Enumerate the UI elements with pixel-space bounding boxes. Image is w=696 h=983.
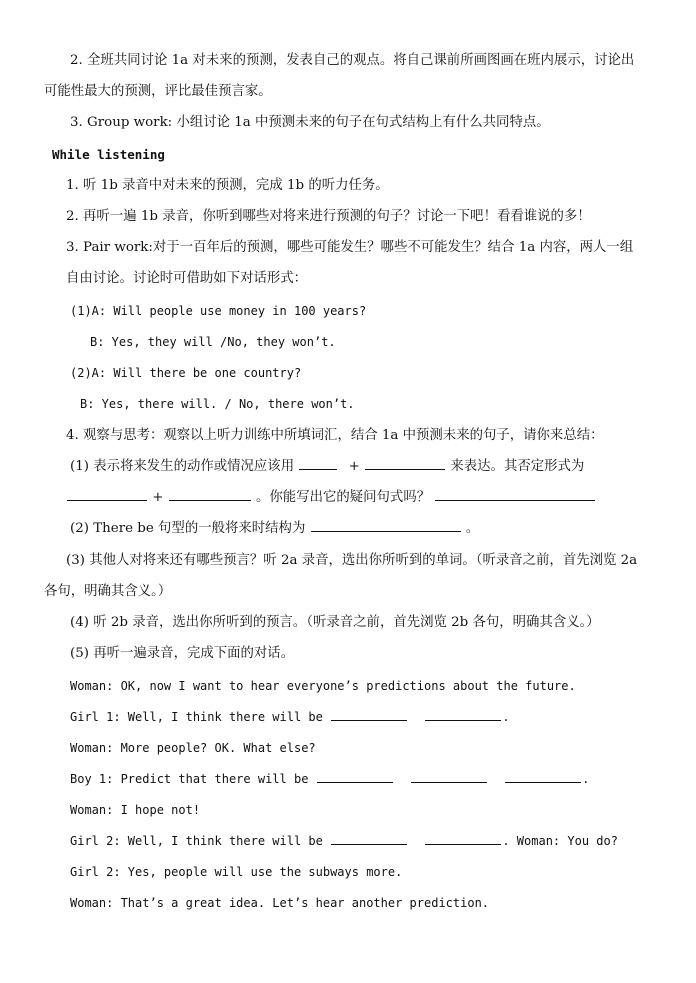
fill-blank[interactable] <box>331 708 407 721</box>
listen-step-3-line-1: 3. Pair work:对于一百年后的预测，哪些可能发生？哪些不可能发生？结合 1a 内容，两人一组 <box>66 240 634 255</box>
fill-blank[interactable] <box>299 457 337 470</box>
summary-1-text-a: (1) 表示将来发生的动作或情况应该用 <box>70 459 295 474</box>
section-heading-while-listening: While listening <box>52 147 165 162</box>
step-3-group-work: 3. Group work: 小组讨论 1a 中预测未来的句子在句式结构上有什么共同特点。 <box>70 115 550 130</box>
summary-2 <box>70 519 479 539</box>
listen-step-3-line-2: 自由讨论。讨论时可借助如下对话形式： <box>66 271 308 286</box>
summary-3-line-2: 各句，明确其含义。） <box>44 584 172 599</box>
fill-blank[interactable] <box>505 770 581 783</box>
dialogue-line-4-text: Boy 1: Predict that there will be <box>70 772 309 786</box>
fill-blank[interactable] <box>425 708 501 721</box>
plus-sign: + <box>152 490 164 505</box>
summary-2-text: (2) There be 句型的一般将来时结构为 <box>70 521 306 536</box>
summary-3-line-1: (3) 其他人对将来还有哪些预言？听 2a 录音，选出你所听到的单词。（听录音之前，首先浏览 2a <box>66 553 638 568</box>
dialogue-example-1b: B: Yes, they will /No, they won’t. <box>90 335 336 349</box>
fill-blank[interactable] <box>169 488 251 501</box>
dialogue-line-2-text: Girl 1: Well, I think there will be <box>70 710 323 724</box>
dialogue-line-2-end: . <box>502 710 510 724</box>
step-2-line-2: 可能性最大的预测，评比最佳预言家。 <box>44 84 272 99</box>
fill-blank[interactable] <box>411 770 487 783</box>
dialogue-line-4 <box>70 769 589 789</box>
summary-1-text-c: 来表达。其否定形式为 <box>450 459 585 474</box>
observe-step-4: 4. 观察与思考：观察以上听力训练中所填词汇，结合 1a 中预测未来的句子，请你来总结： <box>66 428 604 443</box>
dialogue-line-5: Woman: I hope not! <box>70 803 201 817</box>
listen-step-1: 1. 听 1b 录音中对未来的预测，完成 1b 的听力任务。 <box>66 178 389 193</box>
question-form-prompt: 。你能写出它的疑问句式吗？ <box>256 490 431 505</box>
summary-4: (4) 听 2b 录音，选出你所听到的预言。（听录音之前，首先浏览 2b 各句，明确其含义。） <box>70 615 600 630</box>
dialogue-line-6-text: Girl 2: Well, I think there will be <box>70 834 323 848</box>
plus-sign: + <box>348 459 360 474</box>
fill-blank[interactable] <box>317 770 393 783</box>
fill-blank[interactable] <box>67 488 147 501</box>
listen-step-2: 2. 再听一遍 1b 录音，你听到哪些对将来进行预测的句子？讨论一下吧！看看谁说的多！ <box>66 209 591 224</box>
dialogue-line-6-end: . Woman: You do? <box>502 834 618 848</box>
fill-blank[interactable] <box>311 519 461 532</box>
fill-blank[interactable] <box>331 832 407 845</box>
summary-1-line-1 <box>70 457 584 477</box>
dialogue-example-2b: B: Yes, there will. / No, there won’t. <box>80 397 355 411</box>
dialogue-example-2a: (2)A: Will there be one country? <box>70 366 302 380</box>
dialogue-line-7: Girl 2: Yes, people will use the subways more. <box>70 865 403 879</box>
dialogue-line-1: Woman: OK, now I want to hear everyone’s predictions about the future. <box>70 679 576 693</box>
step-2-line-1: 2. 全班共同讨论 1a 对未来的预测，发表自己的观点。将自己课前所画图画在班内展示，讨论出 <box>70 53 635 68</box>
dialogue-line-2 <box>70 707 510 727</box>
fill-blank[interactable] <box>435 488 595 501</box>
fill-blank[interactable] <box>365 457 445 470</box>
fill-blank[interactable] <box>425 832 501 845</box>
dialogue-line-6 <box>70 831 618 851</box>
summary-1-line-2 <box>66 488 596 508</box>
dialogue-line-8: Woman: That’s a great idea. Let’s hear another prediction. <box>70 896 490 910</box>
dialogue-line-4-end: . <box>582 772 590 786</box>
summary-2-end: 。 <box>465 521 480 536</box>
dialogue-line-3: Woman: More people? OK. What else? <box>70 741 316 755</box>
dialogue-example-1a: (1)A: Will people use money in 100 years? <box>70 304 367 318</box>
summary-5: (5) 再听一遍录音，完成下面的对话。 <box>70 646 295 661</box>
